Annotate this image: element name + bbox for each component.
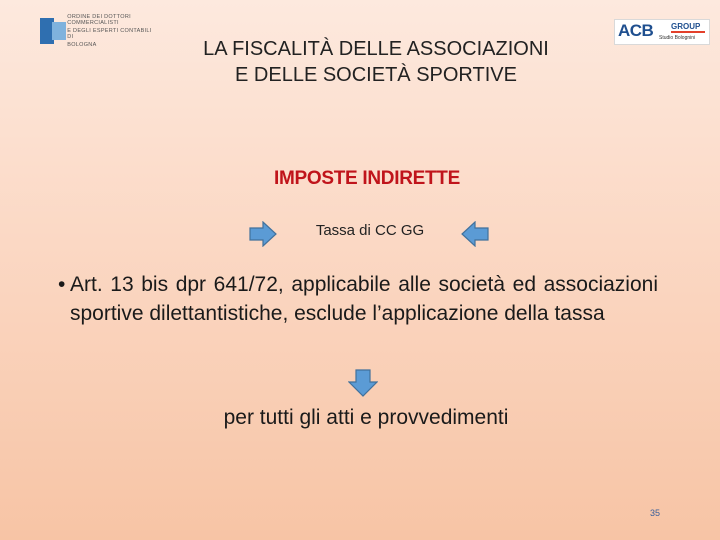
acb-logo-brand: ACB: [618, 21, 654, 40]
page-number: 35: [649, 508, 660, 518]
slide-title-line1: LA FISCALITÀ DELLE ASSOCIAZIONI: [203, 38, 549, 60]
arrow-down-icon: [348, 369, 378, 397]
institution-logo: [38, 16, 158, 46]
slide-title-line2: E DELLE SOCIETÀ SPORTIVE: [235, 64, 517, 86]
bullet-marker: •: [58, 273, 66, 296]
section-heading: IMPOSTE INDIRETTE: [274, 168, 460, 189]
acb-logo-group: GROUP: [671, 22, 701, 31]
institution-logo-text: ORDINE DEI DOTTORI COMMERCIALISTI E DEGLI ESPERTI CONTABILI DI BOLOGNA: [67, 14, 152, 48]
bullet-text: Art. 13 bis dpr 641/72, applicabile alle società ed associazioni sportive dilettantistiche, esclude l’applicazione della tassa: [70, 273, 658, 325]
arrow-right-icon: [249, 221, 277, 247]
tax-label: Tassa di CC GG: [315, 222, 425, 239]
bullet-point: [58, 270, 658, 328]
arrow-left-icon: [461, 221, 489, 247]
acb-group-logo: [614, 19, 710, 45]
conclusion-text: per tutti gli atti e provvedimenti: [223, 406, 509, 429]
slide-title: [150, 36, 602, 88]
acb-logo-studio: Studio Bolognini: [659, 35, 696, 41]
institution-logo-mark: [38, 16, 61, 46]
